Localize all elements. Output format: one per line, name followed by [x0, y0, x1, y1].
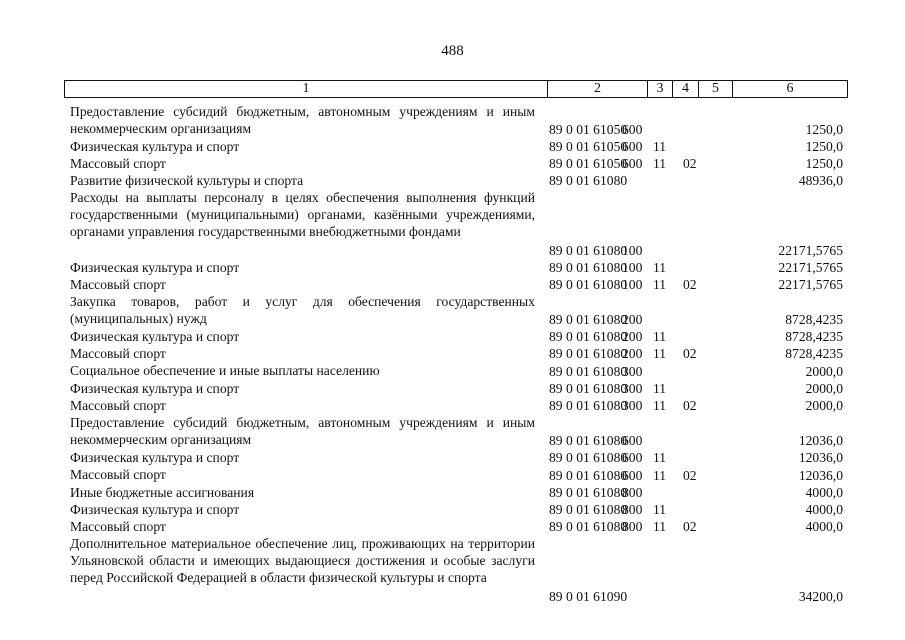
- table-row: [0, 345, 905, 362]
- row-rz: 11: [653, 346, 667, 362]
- row-amount: 8728,4235: [785, 311, 843, 327]
- row-name: Физическая культура и спорт: [70, 328, 240, 344]
- row-code: 89 0 01 61080: [549, 502, 628, 518]
- row-amount: 34200,0: [798, 588, 843, 604]
- table-row: [0, 414, 905, 449]
- row-amount: 8728,4235: [785, 346, 843, 362]
- row-rz: 11: [653, 467, 667, 483]
- row-name: Физическая культура и спорт: [70, 380, 240, 396]
- row-vr: 200: [622, 346, 643, 362]
- row-vr: 300: [622, 381, 643, 397]
- row-name: Иные бюджетные ассигнования: [70, 484, 255, 500]
- row-amount: 22171,5765: [778, 259, 843, 275]
- row-vr: 100: [622, 277, 643, 293]
- row-vr: 800: [622, 519, 643, 535]
- row-pr: 02: [683, 277, 697, 293]
- row-rz: 11: [653, 138, 667, 154]
- header-col-3: 3: [648, 81, 673, 97]
- row-amount: 2000,0: [805, 363, 843, 379]
- row-name: Массовый спорт: [70, 346, 166, 362]
- table-row: [0, 103, 905, 138]
- table-row: [0, 535, 905, 604]
- row-amount: 1250,0: [805, 121, 843, 137]
- row-code: 89 0 01 61090: [549, 588, 628, 604]
- row-amount: 2000,0: [805, 398, 843, 414]
- row-amount: 4000,0: [805, 484, 843, 500]
- row-code: 89 0 01 61080: [549, 259, 628, 275]
- row-rz: 11: [653, 156, 667, 172]
- row-code: 89 0 01 61080: [549, 381, 628, 397]
- row-amount: 1250,0: [805, 156, 843, 172]
- row-code: 89 0 01 61080: [549, 450, 628, 466]
- row-name: Дополнительное материальное обеспечение лиц, проживающих на территории Ульяновской области и имеющих выдающиеся достижения и особые заслуги перед Российской Федерацией в области физической культуры и спорта: [70, 536, 535, 586]
- row-amount: 1250,0: [805, 138, 843, 154]
- row-pr: 02: [683, 519, 697, 535]
- row-code: 89 0 01 61080: [549, 277, 628, 293]
- row-amount: 4000,0: [805, 519, 843, 535]
- row-rz: 11: [653, 519, 667, 535]
- row-amount: 12036,0: [798, 450, 843, 466]
- row-pr: 02: [683, 467, 697, 483]
- row-vr: 200: [622, 329, 643, 345]
- table-row: [0, 293, 905, 328]
- row-name: Закупка товаров, работ и услуг для обеспечения государственных (муниципальных) нужд: [70, 294, 535, 327]
- row-name: Массовый спорт: [70, 519, 166, 535]
- row-name: Развитие физической культуры и спорта: [70, 173, 304, 189]
- row-name: Массовый спорт: [70, 155, 166, 171]
- table-row: [0, 155, 905, 172]
- table-row: [0, 172, 905, 189]
- table-row: [0, 466, 905, 483]
- row-name: Физическая культура и спорт: [70, 501, 240, 517]
- table-row: [0, 138, 905, 155]
- row-code: 89 0 01 61080: [549, 346, 628, 362]
- row-pr: 02: [683, 156, 697, 172]
- row-name: Физическая культура и спорт: [70, 449, 240, 465]
- table-row: [0, 328, 905, 345]
- row-amount: 12036,0: [798, 467, 843, 483]
- row-vr: 600: [622, 432, 643, 448]
- table-row: [0, 501, 905, 518]
- row-name: Расходы на выплаты персоналу в целях обеспечения выполнения функций государственными (муниципальными) органами, казёнными учреждениями, органами управления государственными внебюджетными фондами: [70, 190, 535, 240]
- row-code: 89 0 01 61080: [549, 484, 628, 500]
- row-vr: 600: [622, 138, 643, 154]
- row-name: Предоставление субсидий бюджетным, автономным учреждениям и иным некоммерческим организациям: [70, 104, 535, 136]
- row-amount: 22171,5765: [778, 242, 843, 258]
- row-vr: 300: [622, 363, 643, 379]
- table-row: [0, 380, 905, 397]
- row-code: 89 0 01 61080: [549, 432, 628, 448]
- table-row: [0, 518, 905, 535]
- row-name: Физическая культура и спорт: [70, 138, 240, 154]
- row-name: Физическая культура и спорт: [70, 259, 240, 275]
- row-name: Предоставление субсидий бюджетным, автономным учреждениям и иным некоммерческим организациям: [70, 415, 535, 448]
- header-col-5: 5: [699, 81, 733, 97]
- row-name: Массовый спорт: [70, 276, 166, 292]
- row-name: Массовый спорт: [70, 398, 166, 414]
- row-vr: 100: [622, 242, 643, 258]
- row-pr: 02: [683, 398, 697, 414]
- table-row: [0, 189, 905, 258]
- row-pr: 02: [683, 346, 697, 362]
- row-amount: 12036,0: [798, 432, 843, 448]
- row-code: 89 0 01 61080: [549, 398, 628, 414]
- table-row: [0, 362, 905, 379]
- row-rz: 11: [653, 450, 667, 466]
- row-name: Социальное обеспечение и иные выплаты населению: [70, 363, 380, 379]
- row-code: 89 0 01 61050: [549, 121, 628, 137]
- row-rz: 11: [653, 277, 667, 293]
- row-rz: 11: [653, 259, 667, 275]
- row-amount: 2000,0: [805, 381, 843, 397]
- row-vr: 300: [622, 398, 643, 414]
- row-code: 89 0 01 61050: [549, 156, 628, 172]
- header-col-6: 6: [786, 81, 794, 96]
- row-code: 89 0 01 61050: [549, 138, 628, 154]
- row-code: 89 0 01 61080: [549, 519, 628, 535]
- row-code: 89 0 01 61080: [549, 173, 628, 189]
- row-vr: 200: [622, 311, 643, 327]
- row-code: 89 0 01 61080: [549, 329, 628, 345]
- row-rz: 11: [653, 381, 667, 397]
- table-body: [0, 103, 905, 605]
- row-code: 89 0 01 61080: [549, 467, 628, 483]
- row-code: 89 0 01 61080: [549, 311, 628, 327]
- row-rz: 11: [653, 329, 667, 345]
- row-code: 89 0 01 61080: [549, 363, 628, 379]
- page-number: 488: [441, 43, 464, 59]
- row-vr: 600: [622, 156, 643, 172]
- header-col-1: 1: [65, 81, 548, 97]
- row-vr: 600: [622, 450, 643, 466]
- row-amount: 48936,0: [798, 173, 843, 189]
- header-col-2: 2: [548, 81, 648, 97]
- row-name: Массовый спорт: [70, 467, 166, 483]
- row-vr: 600: [622, 467, 643, 483]
- row-rz: 11: [653, 398, 667, 414]
- table-header: [64, 80, 848, 98]
- row-rz: 11: [653, 502, 667, 518]
- table-row: [0, 276, 905, 293]
- table-row: [0, 484, 905, 501]
- row-vr: 800: [622, 484, 643, 500]
- row-vr: 600: [622, 121, 643, 137]
- table-row: [0, 449, 905, 466]
- table-row: [0, 259, 905, 276]
- row-amount: 4000,0: [805, 502, 843, 518]
- row-amount: 8728,4235: [785, 329, 843, 345]
- row-vr: 800: [622, 502, 643, 518]
- row-amount: 22171,5765: [778, 277, 843, 293]
- row-code: 89 0 01 61080: [549, 242, 628, 258]
- header-col-4: 4: [673, 81, 699, 97]
- row-vr: 100: [622, 259, 643, 275]
- table-row: [0, 397, 905, 414]
